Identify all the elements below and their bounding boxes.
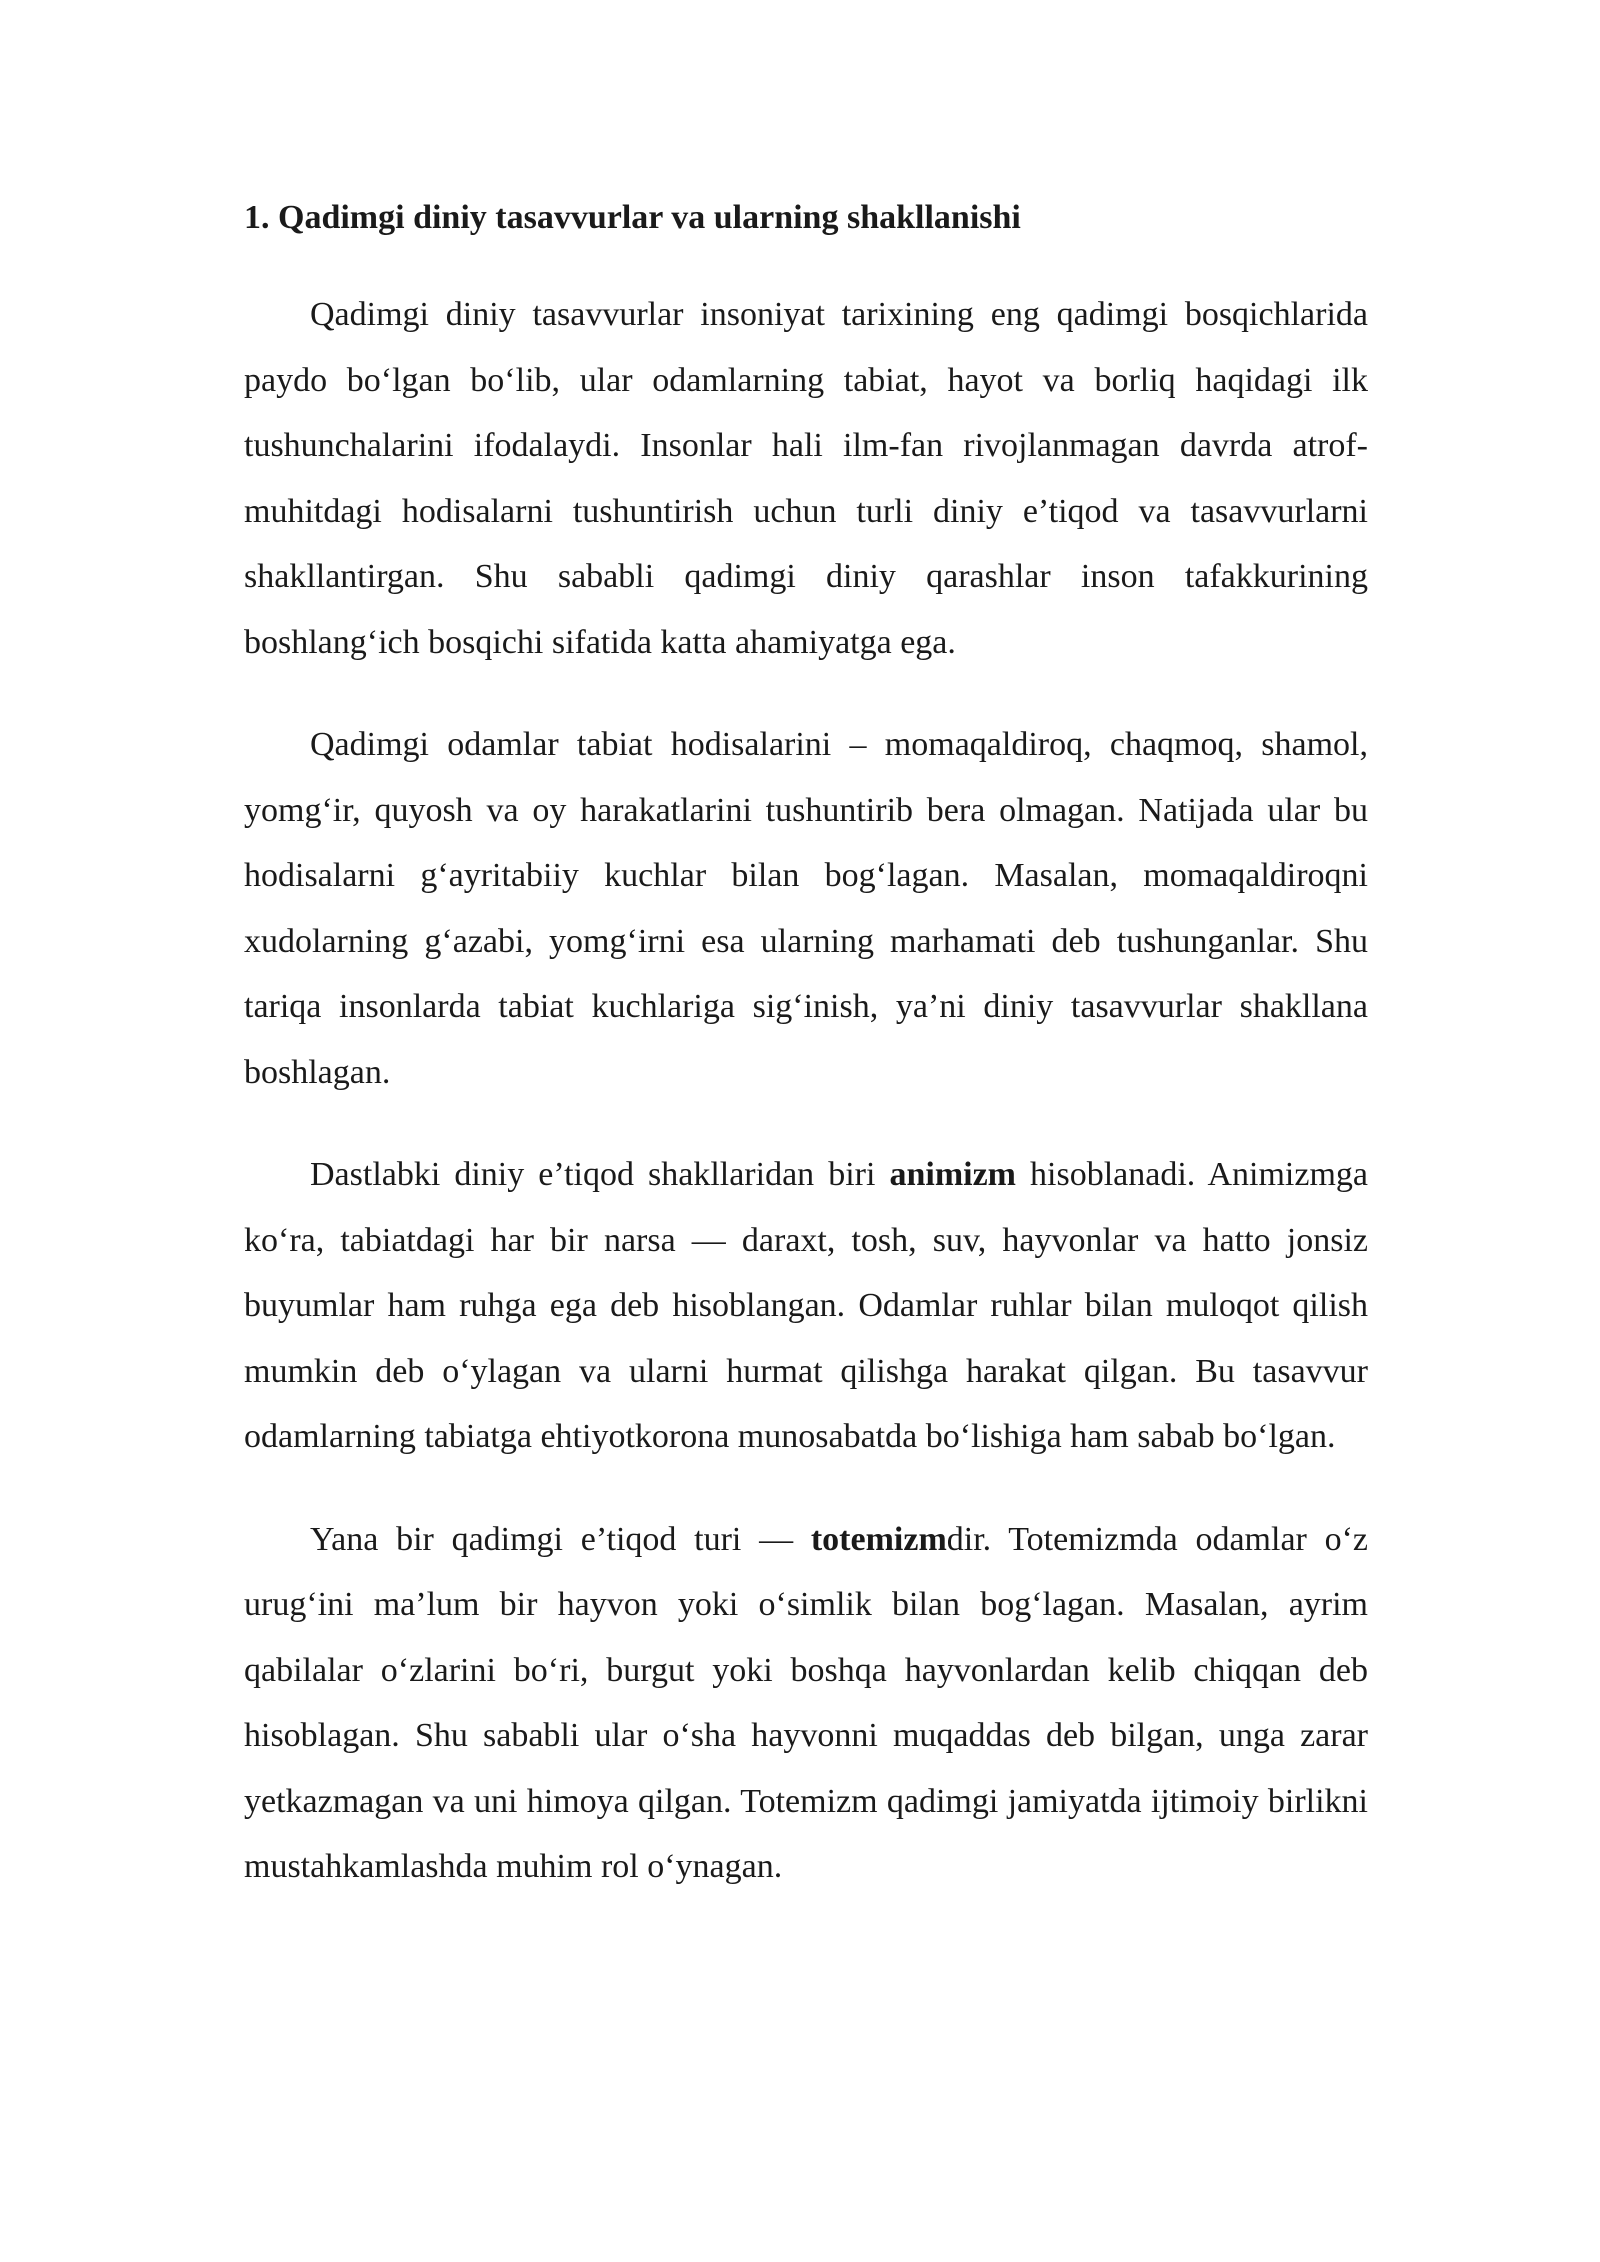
paragraph-3-text-before: Dastlabki diniy e’tiqod shakllaridan biri <box>310 1156 890 1193</box>
document-page <box>244 190 1368 1937</box>
section-heading: 1. Qadimgi diniy tasavvurlar va ularning shakllanishi <box>244 199 1021 236</box>
paragraph-4 <box>244 1507 1368 1900</box>
term-animizm: animizm <box>889 1156 1017 1193</box>
paragraph-4-text-after: dir. Totemizmda odamlar o‘z urug‘ini ma’lum bir hayvon yoki o‘simlik bilan bog‘lagan. Masalan, ayrim qabilalar o‘zlarini bo‘ri, burgut yoki boshqa hayvonlardan kelib chiqqan deb hisoblagan. Shu sababli ular o‘sha hayvonni muqaddas deb bilgan, unga zarar yetkazmagan va uni himoya qilgan. Totemizm qadimgi jamiyatda ijtimoiy birlikni mustahkamlashda muhim rol o‘ynagan. <box>244 1520 1369 1885</box>
term-totemizm: totemizm <box>810 1520 947 1558</box>
paragraph-3 <box>244 1142 1368 1470</box>
paragraph-3-text-after: hisoblanadi. Animizmga ko‘ra, tabiatdagi har bir narsa — daraxt, tosh, suv, hayvonlar va hatto jonsiz buyumlar ham ruhga ega deb hisoblangan. Odamlar ruhlar bilan muloqot qilish mumkin deb o‘ylagan va ularni hurmat qilishga harakat qilgan. Bu tasavvur odamlarning tabiatga ehtiyotkorona munosabatda bo‘lishiga ham sabab bo‘lgan. <box>244 1156 1368 1455</box>
paragraph-4-text-before: Yana bir qadimgi e’tiqod turi — <box>310 1520 811 1558</box>
paragraph-2: Qadimgi odamlar tabiat hodisalarini – momaqaldiroq, chaqmoq, shamol, yomg‘ir, quyosh va oy harakatlarini tushuntirib bera olmagan. Natijada ular bu hodisalarni g‘ayritabiiy kuchlar bilan bog‘lagan. Masalan, momaqaldiroqni xudolarning g‘azabi, yomg‘irni esa ularning marhamati deb tushunganlar. Shu tariqa insonlarda tabiat kuchlariga sig‘inish, ya’ni diniy tasavvurlar shakllana boshlagan. <box>244 726 1368 1091</box>
paragraph-1: Qadimgi diniy tasavvurlar insoniyat tarixining eng qadimgi bosqichlarida paydo bo‘lgan bo‘lib, ular odamlarning tabiat, hayot va borliq haqidagi ilk tushunchalarini ifodalaydi. Insonlar hali ilm-fan rivojlanmagan davrda atrof-muhitdagi hodisalarni tushuntirish uchun turli diniy e’tiqod va tasavvurlarni shakllantirgan. Shu sababli qadimgi diniy qarashlar inson tafakkurining boshlang‘ich bosqichi sifatida katta ahamiyatga ega. <box>244 296 1368 661</box>
